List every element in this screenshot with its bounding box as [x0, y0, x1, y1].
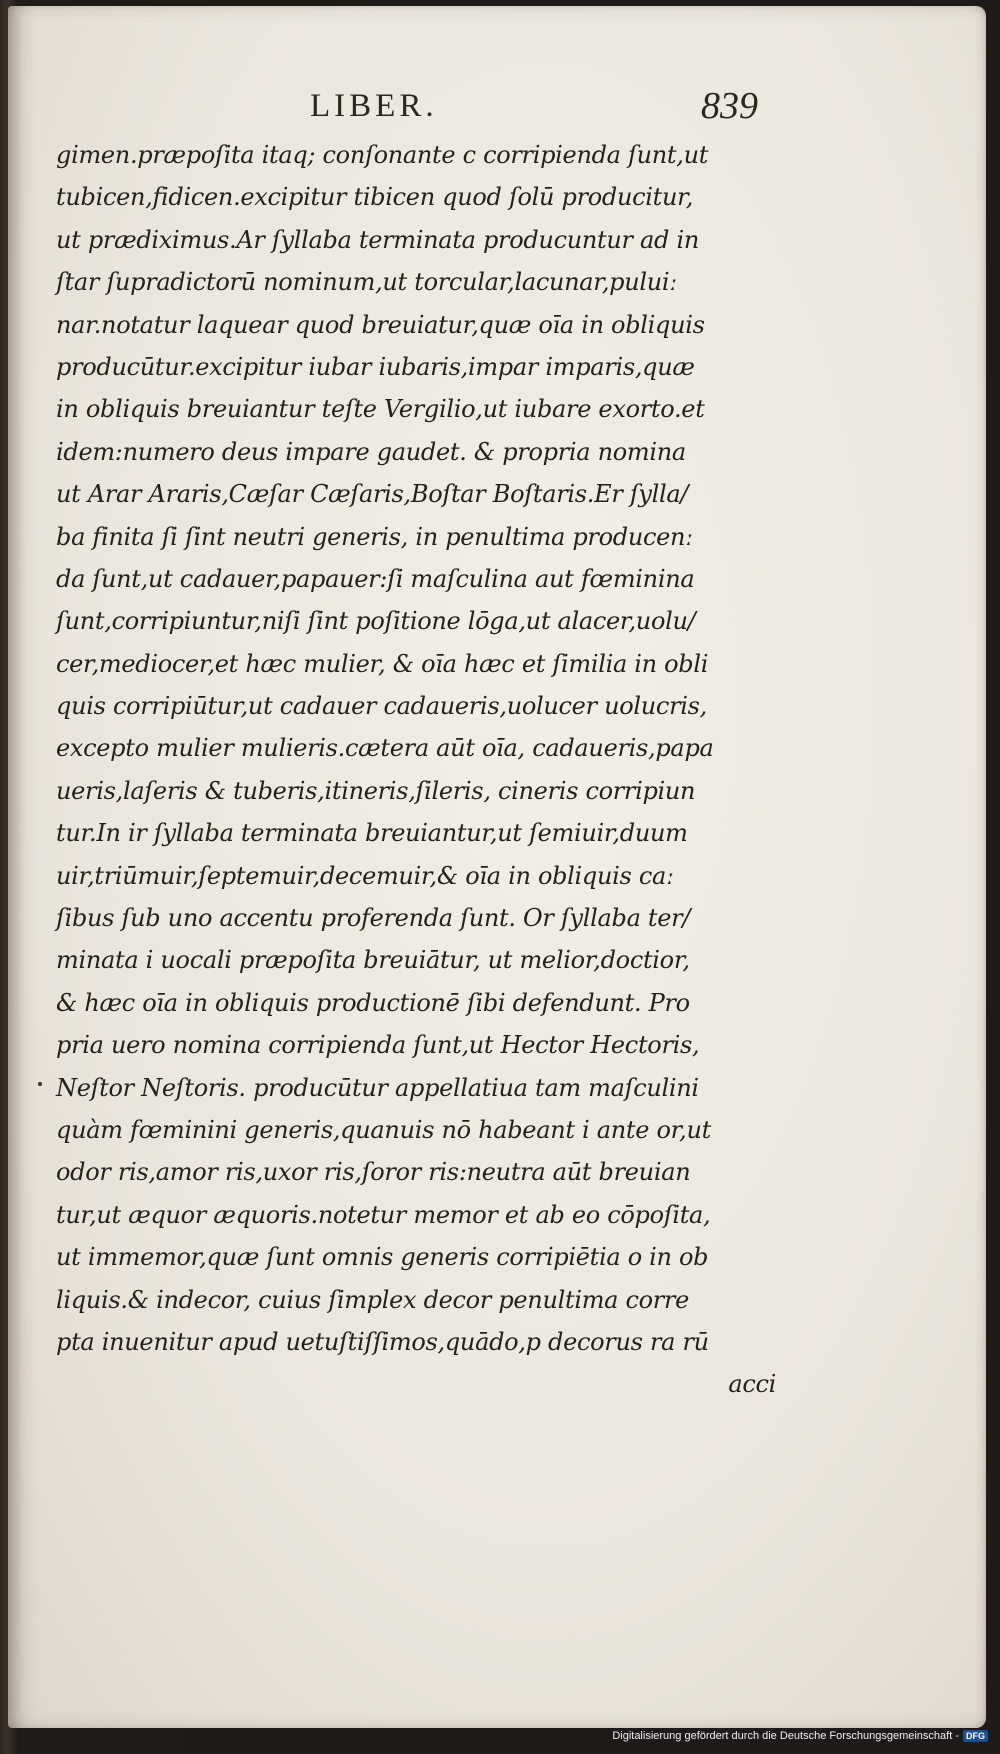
- text-line: tubicen,fidicen.excipitur tibicen quod ſolū producitur,: [56, 183, 694, 212]
- catchword: acci: [728, 1370, 776, 1399]
- text-line: ſtar ſupradictorū nominum,ut torcular,lacunar,puluiː: [56, 268, 678, 297]
- book-page: [8, 6, 986, 1728]
- text-line: producūtur.excipitur iubar iubaris,impar imparis,quæ: [56, 352, 695, 381]
- text-line: ſibus ſub uno accentu proferenda ſunt. Or ſyllaba ter/: [56, 904, 691, 933]
- text-line: ut immemor,quæ ſunt omnis generis corripiētia o in ob: [56, 1243, 709, 1272]
- margin-mark: [38, 1082, 42, 1086]
- text-line: ueris,laſeris & tuberis,itineris,ſileris, cineris corripiun: [56, 776, 696, 805]
- text-line: idem:numero deus impare gaudet. & propria nomina: [56, 437, 686, 466]
- credit-text: Digitalisierung gefördert durch die Deutsche Forschungsgemeinschaft -: [612, 1730, 959, 1742]
- text-line: minata i uocali præpoſita breuiātur, ut melior,doctior,: [56, 946, 690, 975]
- text-line: liquis.& indecor, cuius ſimplex decor penultima corre: [56, 1285, 690, 1314]
- text-line: cer,mediocer,et hæc mulier, & oīa hæc et ſimilia in obli: [56, 649, 709, 678]
- text-line: tur,ut æquor æquoris.notetur memor et ab eo cōpoſita,: [56, 1200, 711, 1229]
- text-line: & hæc oīa in obliquis productionē ſibi defendunt. Pro: [56, 988, 690, 1017]
- text-line: pta inuenitur apud uetuſtiſſimos,quādo,p decorus ra rū: [56, 1327, 709, 1356]
- digitization-credit: [612, 1726, 988, 1746]
- text-line: ut prædiximus.Ar ſyllaba terminata producuntur ad in: [56, 225, 699, 254]
- text-line: pria uero nomina corripienda ſunt,ut Hector Hectoris,: [56, 1031, 700, 1060]
- page-number: 839: [701, 85, 758, 127]
- text-line: quàm fœminini generis,quanuis nō habeant i ante or,ut: [56, 1115, 712, 1144]
- text-line: uir,triūmuir,ſeptemuir,decemuir,& oīa in obliquis caː: [56, 861, 674, 890]
- text-line: nar.notatur laquear quod breuiatur,quæ oīa in obliquis: [56, 310, 705, 339]
- page-header: [310, 85, 770, 138]
- text-line: odor ris,amor ris,uxor ris,ſoror ris:neutra aūt breuian: [56, 1158, 691, 1187]
- text-line: excepto mulier mulieris.cætera aūt oīa, cadaueris,papa: [56, 734, 714, 763]
- text-line: da ſunt,ut cadauer,papauer:ſi maſculina aut fœminina: [56, 564, 695, 593]
- text-line: Neſtor Neſtoris. producūtur appellatiua tam maſculini: [56, 1073, 699, 1102]
- text-line: in obliquis breuiantur teſte Vergilio,ut iubare exorto.et: [56, 395, 705, 424]
- running-head: LIBER.: [310, 88, 438, 124]
- text-line: ut Arar Araris,Cæſar Cæſaris,Boſtar Boſtaris.Er ſylla/: [56, 480, 689, 509]
- text-line: ba finita ſi ſint neutri generis, in penultima producenː: [56, 522, 693, 551]
- text-line: gimen.præpoſita itaq; conſonante c corripienda ſunt,ut: [56, 141, 709, 169]
- dfg-logo-icon: DFG: [963, 1730, 988, 1742]
- body-text: [56, 134, 776, 1406]
- text-line: ſunt,corripiuntur,niſi ſint poſitione lōga,ut alacer,uolu/: [56, 607, 696, 636]
- text-line: tur.In ir ſyllaba terminata breuiantur,ut ſemiuir,duum: [56, 819, 688, 848]
- text-line: quis corripiūtur,ut cadauer cadaueris,uolucer uolucris,: [56, 692, 707, 721]
